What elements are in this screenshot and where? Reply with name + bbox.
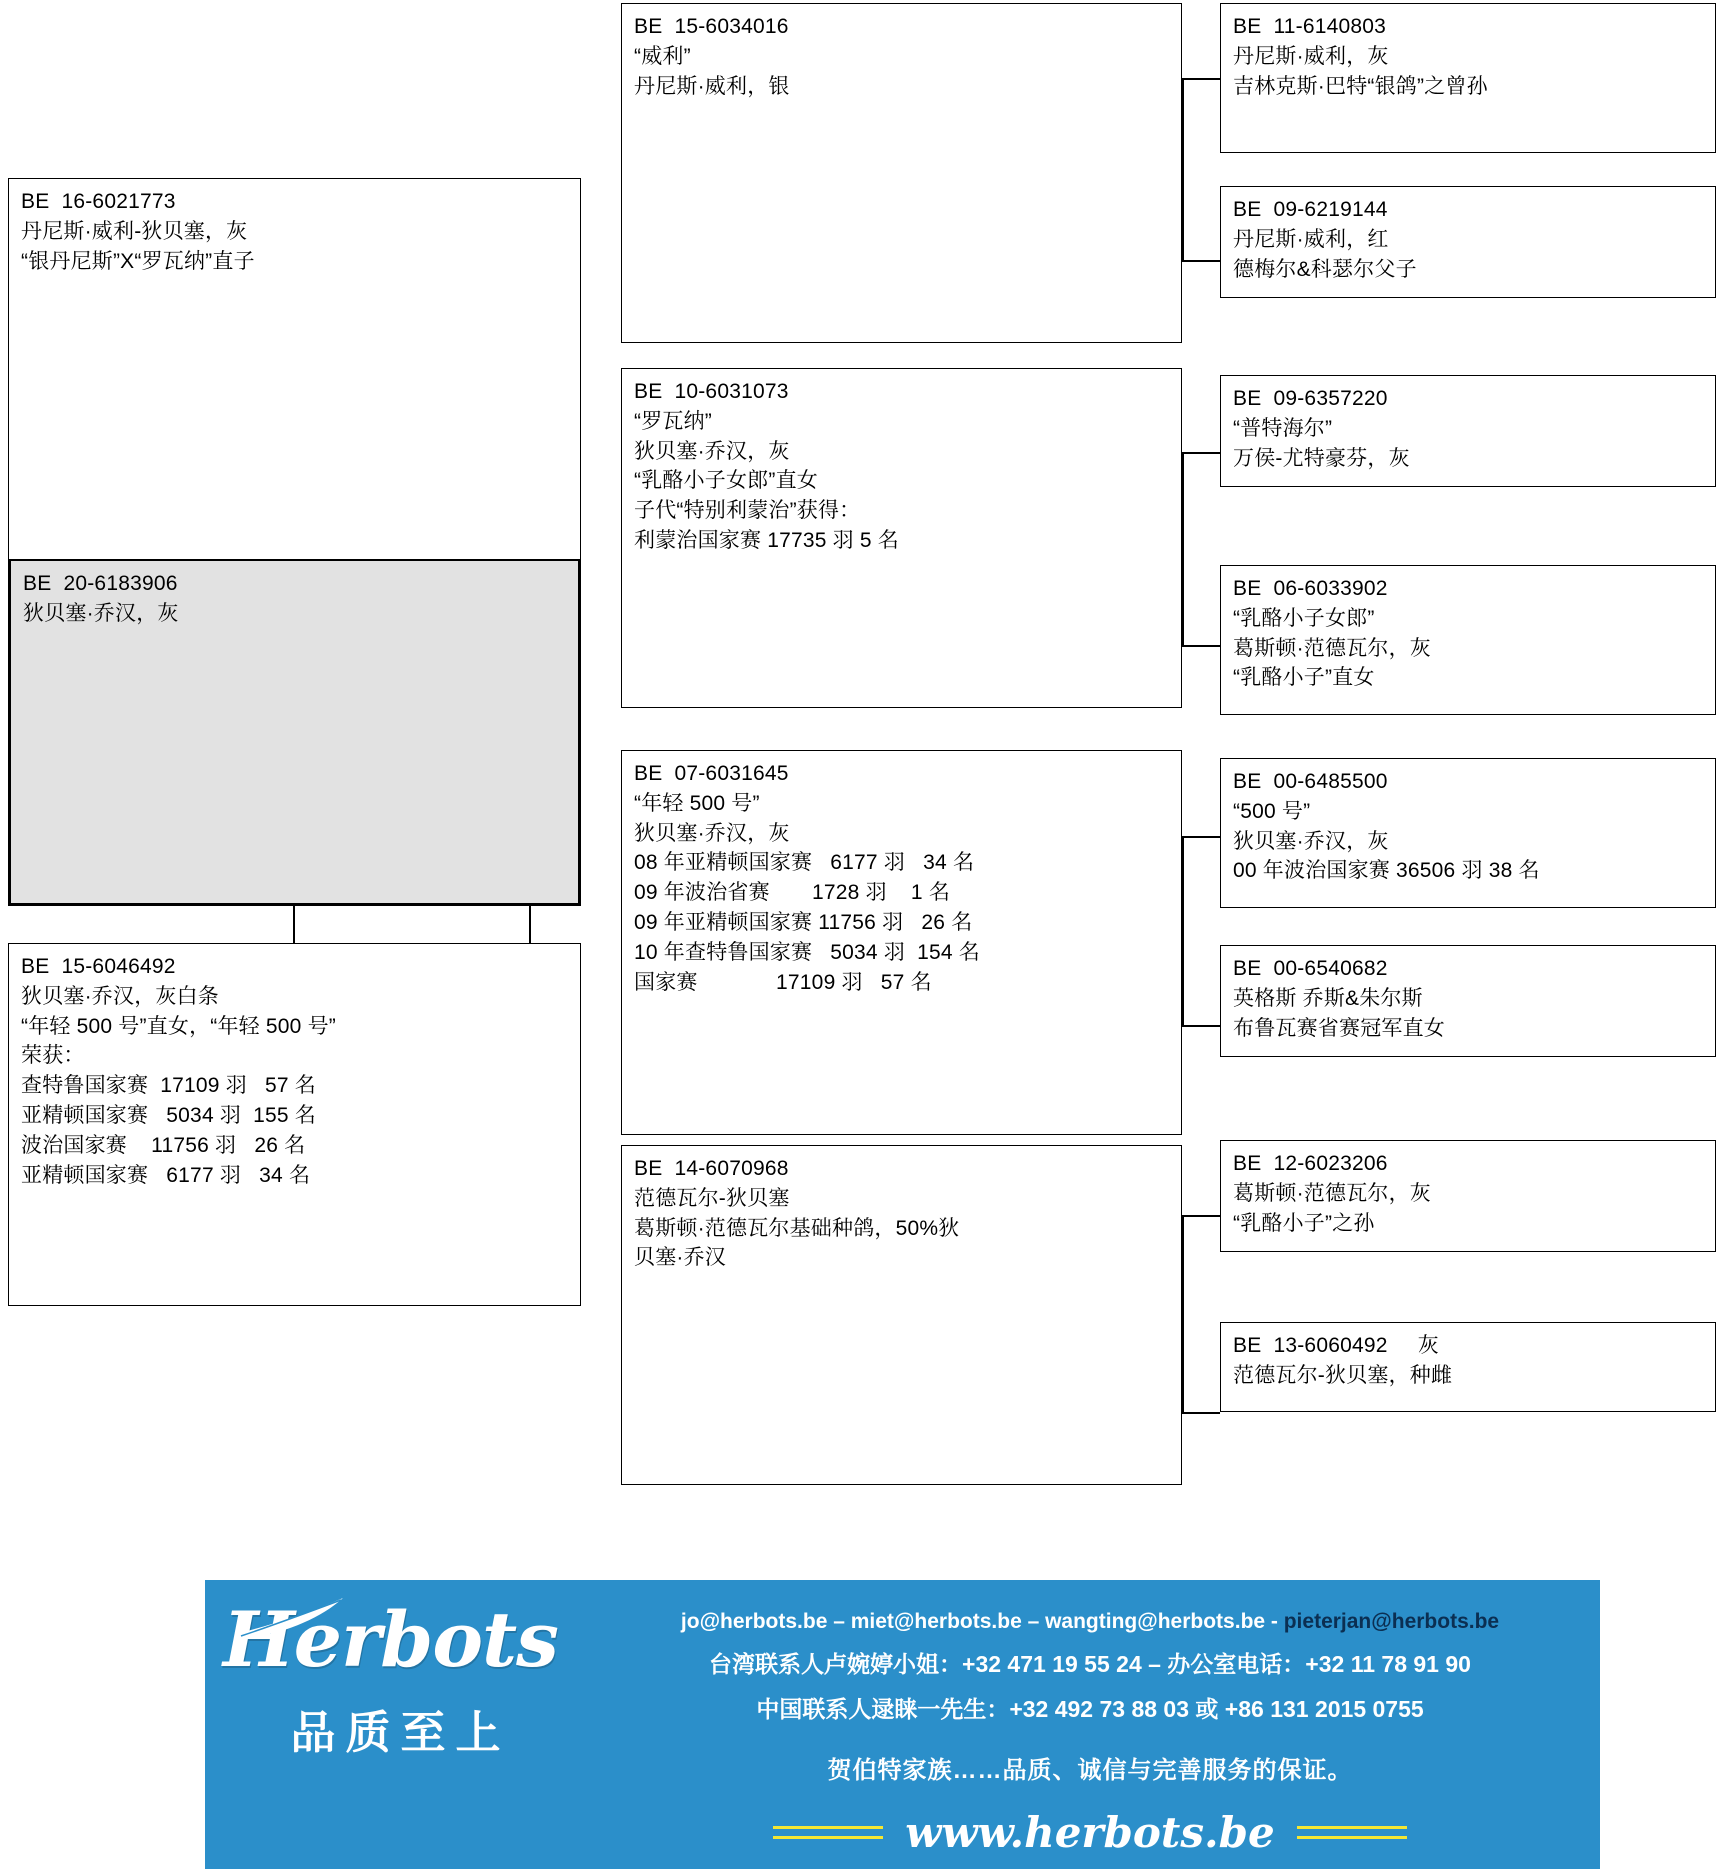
ggp5-line-0: BE 00-6485500 xyxy=(1233,770,1388,793)
greatgrandparent-box-2 xyxy=(1220,186,1716,298)
gp1-line-0: BE 15-6034016 xyxy=(634,15,789,38)
ggp6-line-0: BE 00-6540682 xyxy=(1233,957,1388,980)
connector-gp2-vertical xyxy=(1182,452,1184,646)
sire-line-0: BE 16-6021773 xyxy=(21,190,176,213)
ggp6-line-2: 布鲁瓦赛省赛冠军直女 xyxy=(1233,1016,1445,1040)
ggp2-line-0: BE 09-6219144 xyxy=(1233,198,1388,221)
ggp2-line-2: 德梅尔&科瑟尔父子 xyxy=(1233,257,1417,281)
ggp8-line-0: BE 13-6060492 灰 xyxy=(1233,1334,1439,1357)
gp3-line-0: BE 07-6031645 xyxy=(634,762,789,785)
gp2-line-2: 狄贝塞·乔汉，灰 xyxy=(634,439,790,463)
gp2-line-1: “罗瓦纳” xyxy=(634,409,712,433)
gp4-line-1: 范德瓦尔-狄贝塞 xyxy=(634,1186,790,1210)
ggp6-line-1: 英格斯 乔斯&朱尔斯 xyxy=(1233,986,1423,1010)
dam-line-4: 查特鲁国家赛 17109 羽 57 名 xyxy=(21,1074,316,1098)
connector-gp1-to-ggp2 xyxy=(1182,260,1220,262)
footer-emails-prefix: jo@herbots.be – miet@herbots.be – wangting@herbots.be - xyxy=(680,1610,1284,1633)
ggp7-line-1: 葛斯顿·范德瓦尔，灰 xyxy=(1233,1181,1431,1205)
greatgrandparent-box-6 xyxy=(1220,945,1716,1057)
herbots-logo xyxy=(223,1595,578,1842)
feather-icon xyxy=(231,1594,351,1640)
ggp1-line-2: 吉林克斯·巴特“银鸽”之曾孙 xyxy=(1233,74,1488,98)
logo-tagline: 品质至上 xyxy=(290,1707,511,1758)
subject-line-1: 狄贝塞·乔汉，灰 xyxy=(23,601,179,625)
gp3-line-5: 09 年亚精顿国家赛 11756 羽 26 名 xyxy=(634,911,973,935)
gp2-line-3: “乳酪小子女郎”直女 xyxy=(634,469,818,493)
gp3-line-7: 国家赛 17109 羽 57 名 xyxy=(634,970,932,994)
sire-box xyxy=(8,178,581,560)
connector-gp4-to-ggp7 xyxy=(1182,1215,1220,1217)
footer-banner xyxy=(205,1580,1600,1869)
gp1-line-2: 丹尼斯·威利，银 xyxy=(634,74,790,98)
footer-url-row xyxy=(585,1808,1595,1857)
dam-line-6: 波治国家赛 11756 羽 26 名 xyxy=(21,1133,306,1157)
gp2-line-4: 子代“特别利蒙治”获得： xyxy=(634,499,861,523)
grandparent-box-4 xyxy=(621,1145,1182,1485)
footer-emails xyxy=(585,1610,1595,1634)
ggp7-line-0: BE 12-6023206 xyxy=(1233,1152,1388,1175)
gp3-line-6: 10 年查特鲁国家赛 5034 羽 154 名 xyxy=(634,940,980,964)
gp1-line-1: “威利” xyxy=(634,44,691,68)
ggp8-line-1: 范德瓦尔-狄贝塞，种雌 xyxy=(1233,1363,1453,1387)
ggp4-line-0: BE 06-6033902 xyxy=(1233,577,1388,600)
footer-contact-china: 中国联系人逯睐一先生：+32 492 73 88 03 或 +86 131 2015 0755 xyxy=(756,1696,1424,1722)
ggp5-line-2: 狄贝塞·乔汉，灰 xyxy=(1233,829,1389,853)
connector-gp2-to-ggp3 xyxy=(1182,452,1220,454)
dam-line-5: 亚精顿国家赛 5034 羽 155 名 xyxy=(21,1104,316,1128)
sire-line-1: 丹尼斯·威利-狄贝塞，灰 xyxy=(21,219,248,243)
dam-line-7: 亚精顿国家赛 6177 羽 34 名 xyxy=(21,1163,311,1187)
greatgrandparent-box-3 xyxy=(1220,375,1716,487)
connector-gp1-vertical xyxy=(1182,78,1184,261)
footer-contact-taiwan: 台湾联系人卢婉婷小姐：+32 471 19 55 24 – 办公室电话：+32 11 78 91 90 xyxy=(709,1651,1471,1677)
subject-line-0: BE 20-6183906 xyxy=(23,572,178,595)
gp2-line-5: 利蒙治国家赛 17735 羽 5 名 xyxy=(634,529,900,553)
footer-slogan: 贺伯特家族……品质、诚信与完善服务的保证。 xyxy=(827,1757,1353,1784)
rule-left xyxy=(773,1826,883,1839)
logo-wordmark: Herbots xyxy=(223,1595,558,1684)
ggp4-line-2: 葛斯顿·范德瓦尔，灰 xyxy=(1233,636,1431,660)
gp2-line-0: BE 10-6031073 xyxy=(634,380,789,403)
rule-right xyxy=(1297,1826,1407,1839)
ggp5-line-3: 00 年波治国家赛 36506 羽 38 名 xyxy=(1233,859,1540,883)
ggp2-line-1: 丹尼斯·威利，红 xyxy=(1233,227,1389,251)
gp3-line-2: 狄贝塞·乔汉，灰 xyxy=(634,821,790,845)
gp3-line-1: “年轻 500 号” xyxy=(634,791,760,815)
dam-box xyxy=(8,943,581,1306)
connector-gp3-to-ggp6 xyxy=(1182,1025,1220,1027)
connector-gp4-to-ggp8 xyxy=(1182,1412,1220,1414)
ggp3-line-1: “普特海尔” xyxy=(1233,416,1333,440)
grandparent-box-2 xyxy=(621,368,1182,708)
ggp4-line-1: “乳酪小子女郎” xyxy=(1233,606,1375,630)
ggp7-line-2: “乳酪小子”之孙 xyxy=(1233,1211,1375,1235)
dam-line-3: 荣获： xyxy=(21,1044,85,1068)
connector-gp2-to-ggp4 xyxy=(1182,645,1220,647)
subject-box xyxy=(8,558,581,906)
gp3-line-3: 08 年亚精顿国家赛 6177 羽 34 名 xyxy=(634,851,975,875)
greatgrandparent-box-1 xyxy=(1220,3,1716,153)
ggp3-line-2: 万侯-尤特豪芬，灰 xyxy=(1233,446,1410,470)
dam-line-1: 狄贝塞·乔汉，灰白条 xyxy=(21,984,219,1008)
connector-gp4-vertical xyxy=(1182,1215,1184,1413)
gp3-line-4: 09 年波治省赛 1728 羽 1 名 xyxy=(634,881,951,905)
dam-line-0: BE 15-6046492 xyxy=(21,955,176,978)
website-link[interactable]: www.herbots.be xyxy=(905,1808,1275,1857)
footer-contact-block xyxy=(585,1588,1595,1785)
connector-gp3-vertical xyxy=(1182,836,1184,1026)
dam-line-2: “年轻 500 号”直女，“年轻 500 号” xyxy=(21,1014,336,1038)
ggp5-line-1: “500 号” xyxy=(1233,799,1311,823)
ggp4-line-3: “乳酪小子”直女 xyxy=(1233,666,1375,690)
ggp3-line-0: BE 09-6357220 xyxy=(1233,387,1388,410)
grandparent-box-3 xyxy=(621,750,1182,1135)
greatgrandparent-box-8 xyxy=(1220,1322,1716,1412)
ggp1-line-1: 丹尼斯·威利，灰 xyxy=(1233,44,1389,68)
gp4-line-3: 贝塞·乔汉 xyxy=(634,1246,726,1270)
connector-gp3-to-ggp5 xyxy=(1182,836,1220,838)
footer-email-highlight: pieterjan@herbots.be xyxy=(1283,1610,1500,1633)
grandparent-box-1 xyxy=(621,3,1182,343)
ggp1-line-0: BE 11-6140803 xyxy=(1233,15,1387,38)
greatgrandparent-box-7 xyxy=(1220,1140,1716,1252)
greatgrandparent-box-4 xyxy=(1220,565,1716,715)
connector-gp1-to-ggp1 xyxy=(1182,78,1220,80)
gp4-line-2: 葛斯顿·范德瓦尔基础种鸽，50%狄 xyxy=(634,1216,960,1240)
sire-line-2: “银丹尼斯”X“罗瓦纳”直子 xyxy=(21,249,255,273)
gp4-line-0: BE 14-6070968 xyxy=(634,1157,789,1180)
greatgrandparent-box-5 xyxy=(1220,758,1716,908)
